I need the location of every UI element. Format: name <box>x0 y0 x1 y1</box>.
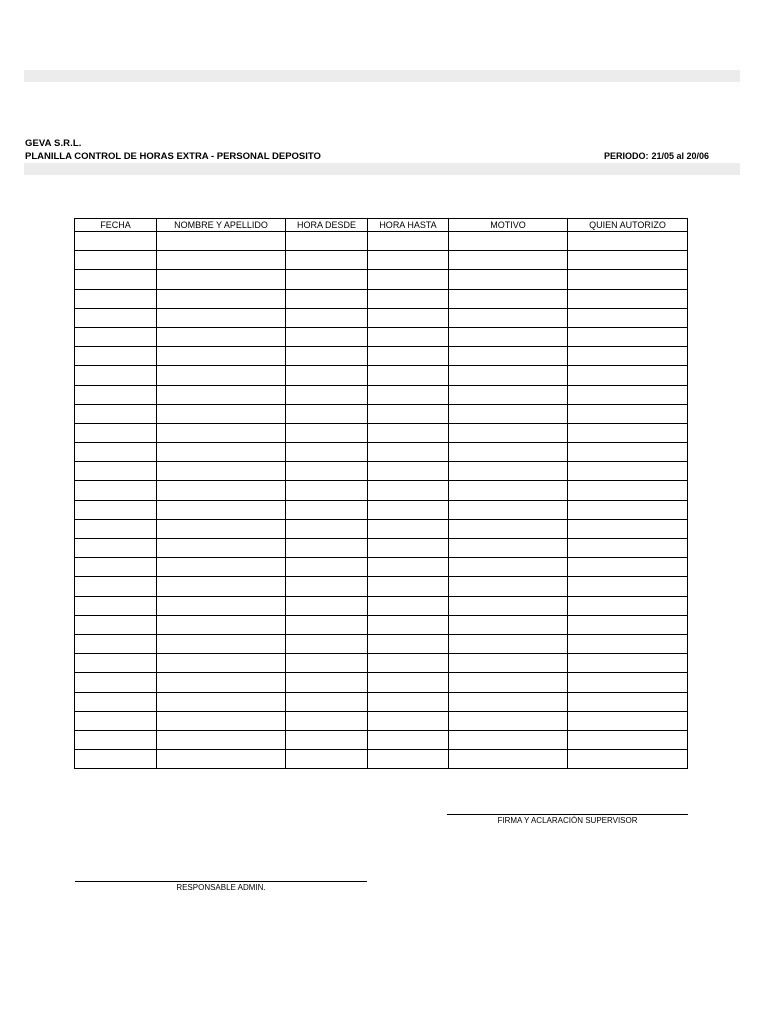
table-cell <box>286 443 368 462</box>
table-cell <box>286 481 368 500</box>
table-row <box>75 539 688 558</box>
table-cell <box>568 232 688 251</box>
table-cell <box>568 385 688 404</box>
table-row <box>75 634 688 653</box>
table-cell <box>568 481 688 500</box>
table-cell <box>449 423 568 442</box>
table-cell <box>75 270 157 289</box>
table-cell <box>449 558 568 577</box>
table-cell <box>568 750 688 769</box>
column-header-nombre: NOMBRE Y APELLIDO <box>157 219 286 232</box>
column-header-hora-desde: HORA DESDE <box>286 219 368 232</box>
table-cell <box>286 327 368 346</box>
table-row <box>75 385 688 404</box>
table-cell <box>286 673 368 692</box>
table-cell <box>368 308 449 327</box>
table-cell <box>368 654 449 673</box>
table-cell <box>157 654 286 673</box>
table-cell <box>568 519 688 538</box>
table-row <box>75 673 688 692</box>
table-cell <box>368 519 449 538</box>
table-cell <box>157 404 286 423</box>
table-cell <box>449 673 568 692</box>
table-cell <box>568 654 688 673</box>
table-cell <box>75 750 157 769</box>
table-cell <box>75 404 157 423</box>
table-cell <box>157 289 286 308</box>
table-cell <box>449 500 568 519</box>
table-cell <box>449 750 568 769</box>
table-cell <box>157 270 286 289</box>
table-cell <box>449 308 568 327</box>
table-cell <box>449 615 568 634</box>
table-cell <box>286 251 368 270</box>
table-cell <box>449 232 568 251</box>
table-cell <box>286 750 368 769</box>
header-gray-band <box>24 163 740 175</box>
table-cell <box>449 404 568 423</box>
table-cell <box>449 289 568 308</box>
table-cell <box>568 366 688 385</box>
table-row <box>75 500 688 519</box>
supervisor-signature-label: FIRMA Y ACLARACIÓN SUPERVISOR <box>497 816 638 825</box>
table-cell <box>286 423 368 442</box>
table-cell <box>75 692 157 711</box>
table-cell <box>75 711 157 730</box>
table-row <box>75 327 688 346</box>
table-cell <box>368 730 449 749</box>
table-cell <box>286 711 368 730</box>
table-cell <box>157 251 286 270</box>
table-cell <box>568 692 688 711</box>
period-label: PERIODO: <box>604 151 649 161</box>
table-cell <box>286 404 368 423</box>
table-row <box>75 615 688 634</box>
table-row <box>75 404 688 423</box>
table-cell <box>286 500 368 519</box>
table-row <box>75 711 688 730</box>
table-cell <box>157 673 286 692</box>
document-title: PLANILLA CONTROL DE HORAS EXTRA - PERSONAL DEPOSITO <box>25 151 321 162</box>
table-cell <box>568 308 688 327</box>
table-row <box>75 251 688 270</box>
table-cell <box>368 443 449 462</box>
table-cell <box>157 692 286 711</box>
table-cell <box>157 596 286 615</box>
table-cell <box>75 385 157 404</box>
table-cell <box>568 327 688 346</box>
table-cell <box>449 481 568 500</box>
table-cell <box>286 615 368 634</box>
table-cell <box>157 366 286 385</box>
table-row <box>75 750 688 769</box>
table-cell <box>449 385 568 404</box>
table-row <box>75 730 688 749</box>
table-row <box>75 596 688 615</box>
table-cell <box>157 327 286 346</box>
table-cell <box>568 500 688 519</box>
table-cell <box>75 539 157 558</box>
table-row <box>75 654 688 673</box>
table-cell <box>75 289 157 308</box>
table-cell <box>368 327 449 346</box>
column-header-hora-hasta: HORA HASTA <box>368 219 449 232</box>
table-cell <box>368 577 449 596</box>
table-cell <box>568 634 688 653</box>
period <box>604 151 709 161</box>
table-cell <box>568 558 688 577</box>
admin-signature-label: RESPONSABLE ADMIN. <box>176 883 266 892</box>
table-cell <box>449 596 568 615</box>
table-cell <box>449 539 568 558</box>
table-cell <box>568 596 688 615</box>
table-cell <box>75 500 157 519</box>
table-cell <box>75 327 157 346</box>
table-cell <box>286 270 368 289</box>
table-cell <box>368 481 449 500</box>
table-cell <box>449 462 568 481</box>
table-cell <box>75 673 157 692</box>
table-cell <box>157 232 286 251</box>
table-cell <box>157 443 286 462</box>
table-cell <box>157 500 286 519</box>
table-cell <box>286 634 368 653</box>
table-cell <box>449 270 568 289</box>
column-header-quien-autorizo: QUIEN AUTORIZO <box>568 219 688 232</box>
table-row <box>75 289 688 308</box>
table-cell <box>157 634 286 653</box>
table-cell <box>157 481 286 500</box>
supervisor-signature-line <box>447 814 688 815</box>
table-cell <box>75 347 157 366</box>
admin-signature-line <box>75 881 367 882</box>
table-cell <box>286 232 368 251</box>
table-cell <box>286 539 368 558</box>
table-cell <box>75 634 157 653</box>
table-cell <box>368 711 449 730</box>
table-cell <box>368 423 449 442</box>
table-cell <box>286 289 368 308</box>
table-cell <box>75 577 157 596</box>
table-cell <box>157 423 286 442</box>
table-cell <box>368 539 449 558</box>
table-cell <box>75 462 157 481</box>
table-cell <box>157 519 286 538</box>
table-cell <box>368 673 449 692</box>
table-cell <box>75 251 157 270</box>
table-cell <box>368 750 449 769</box>
table-cell <box>568 289 688 308</box>
table-cell <box>368 692 449 711</box>
table-cell <box>157 750 286 769</box>
table-cell <box>368 347 449 366</box>
table-row <box>75 443 688 462</box>
table-cell <box>568 251 688 270</box>
table-cell <box>157 730 286 749</box>
table-cell <box>157 615 286 634</box>
table-cell <box>368 558 449 577</box>
table-cell <box>449 347 568 366</box>
top-gray-band <box>24 70 740 82</box>
table-cell <box>449 654 568 673</box>
table-cell <box>368 289 449 308</box>
table-cell <box>286 385 368 404</box>
table-cell <box>568 347 688 366</box>
table-row <box>75 347 688 366</box>
table-header-row <box>75 219 688 232</box>
table-cell <box>286 730 368 749</box>
table-cell <box>286 308 368 327</box>
table-cell <box>368 270 449 289</box>
table-cell <box>449 519 568 538</box>
table-cell <box>449 366 568 385</box>
table-row <box>75 423 688 442</box>
table-cell <box>449 577 568 596</box>
table-cell <box>568 270 688 289</box>
table-row <box>75 270 688 289</box>
table-cell <box>286 654 368 673</box>
column-header-motivo: MOTIVO <box>449 219 568 232</box>
table-cell <box>368 251 449 270</box>
table-cell <box>368 596 449 615</box>
table-cell <box>75 558 157 577</box>
table-cell <box>75 596 157 615</box>
table-cell <box>75 366 157 385</box>
table-cell <box>368 366 449 385</box>
table-cell <box>449 251 568 270</box>
table-cell <box>568 615 688 634</box>
table-cell <box>368 500 449 519</box>
table-cell <box>75 519 157 538</box>
table-cell <box>568 462 688 481</box>
table-cell <box>368 615 449 634</box>
table-cell <box>286 366 368 385</box>
overtime-table <box>74 218 688 769</box>
table-cell <box>286 558 368 577</box>
table-row <box>75 558 688 577</box>
table-cell <box>75 423 157 442</box>
table-cell <box>157 558 286 577</box>
table-cell <box>157 308 286 327</box>
table-cell <box>449 443 568 462</box>
table-cell <box>449 711 568 730</box>
table-cell <box>157 347 286 366</box>
table-cell <box>157 577 286 596</box>
table-cell <box>75 308 157 327</box>
table-cell <box>75 443 157 462</box>
table-cell <box>75 730 157 749</box>
table-cell <box>286 519 368 538</box>
table-cell <box>157 462 286 481</box>
table-cell <box>449 634 568 653</box>
table-cell <box>157 711 286 730</box>
table-cell <box>368 462 449 481</box>
table-cell <box>286 577 368 596</box>
table-cell <box>568 711 688 730</box>
table-cell <box>157 539 286 558</box>
table-row <box>75 692 688 711</box>
table-row <box>75 308 688 327</box>
table-row <box>75 232 688 251</box>
table-cell <box>368 385 449 404</box>
table-row <box>75 577 688 596</box>
table-row <box>75 366 688 385</box>
table-cell <box>568 539 688 558</box>
table-cell <box>157 385 286 404</box>
column-header-fecha: FECHA <box>75 219 157 232</box>
table-cell <box>368 634 449 653</box>
table-row <box>75 519 688 538</box>
table-cell <box>75 654 157 673</box>
table-body <box>75 232 688 769</box>
company-name: GEVA S.R.L. <box>25 138 82 149</box>
table-cell <box>568 404 688 423</box>
table-row <box>75 481 688 500</box>
table-cell <box>286 596 368 615</box>
table-cell <box>449 730 568 749</box>
period-value: 21/05 al 20/06 <box>651 151 710 161</box>
table-cell <box>449 692 568 711</box>
table-row <box>75 462 688 481</box>
table-cell <box>286 462 368 481</box>
table-cell <box>75 615 157 634</box>
table-cell <box>368 232 449 251</box>
table-cell <box>568 443 688 462</box>
table-cell <box>368 404 449 423</box>
table-cell <box>286 692 368 711</box>
table-cell <box>568 577 688 596</box>
table-cell <box>75 232 157 251</box>
table-cell <box>568 423 688 442</box>
table-cell <box>568 673 688 692</box>
table-cell <box>75 481 157 500</box>
table-cell <box>286 347 368 366</box>
table-cell <box>449 327 568 346</box>
table-cell <box>568 730 688 749</box>
